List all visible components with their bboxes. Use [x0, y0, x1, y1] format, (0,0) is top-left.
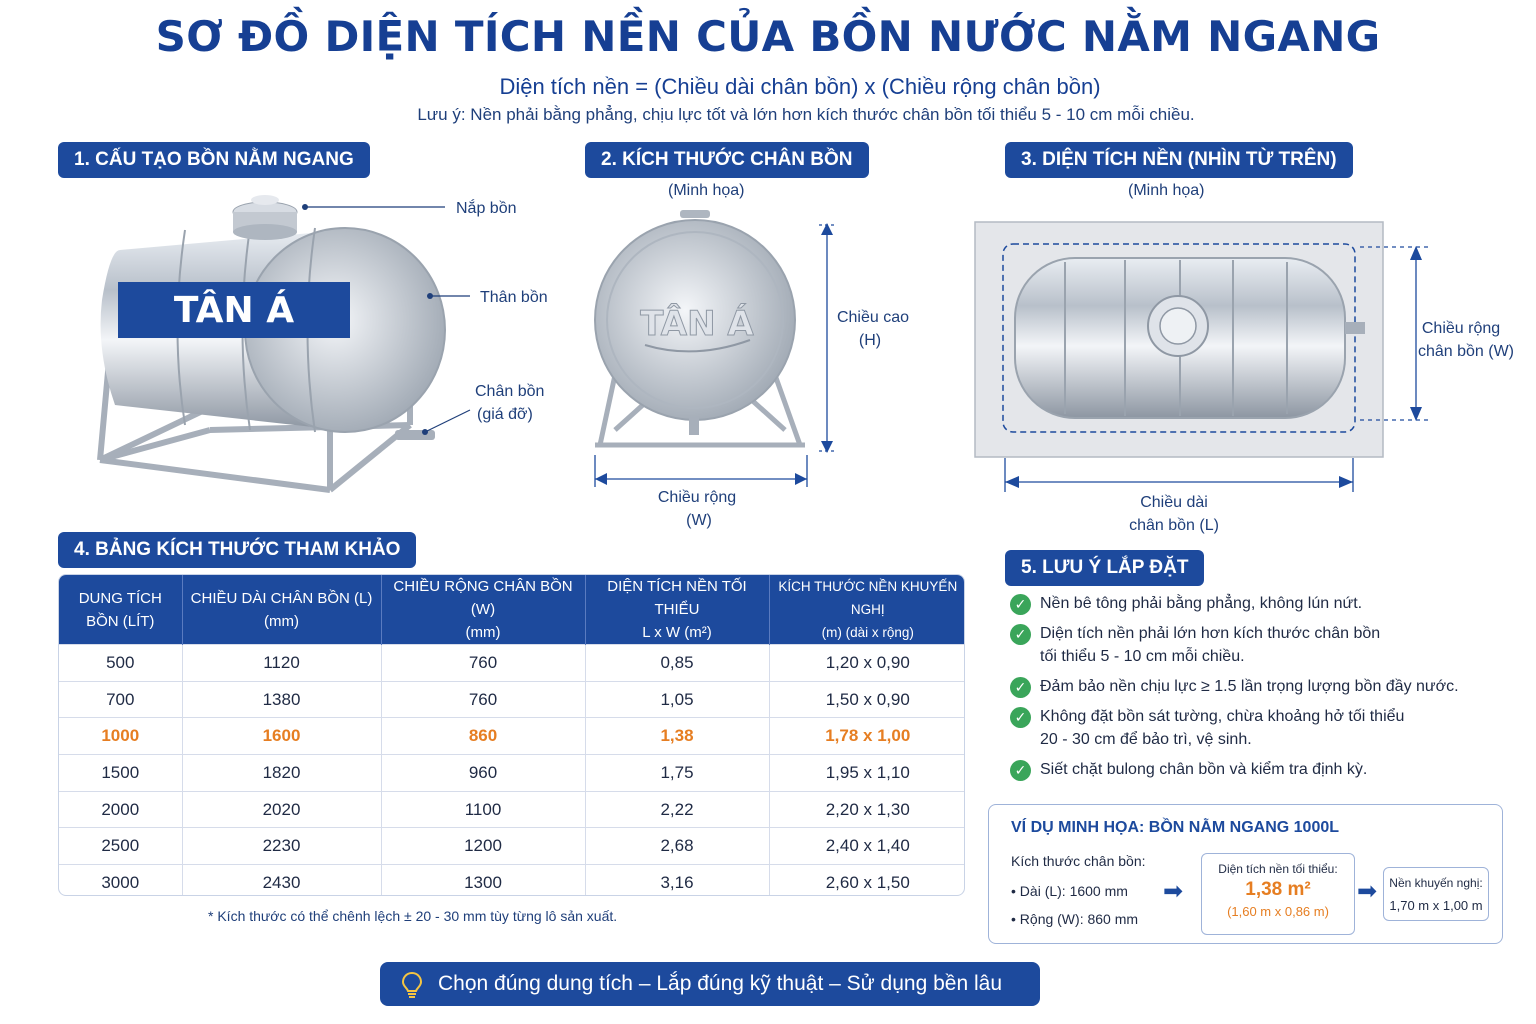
- section-2-title: 2. KÍCH THƯỚC CHÂN BỒN: [585, 142, 869, 178]
- section-5-title: 5. LƯU Ý LẮP ĐẶT: [1005, 550, 1204, 586]
- header-min-area: DIỆN TÍCH NỀN TỐI THIỂU L x W (m²): [585, 575, 769, 645]
- footer-text: Chọn đúng dung tích – Lắp đúng kỹ thuật – Sử dụng bền lâu: [438, 972, 1002, 995]
- stand-label-sub: (giá đỡ): [477, 406, 533, 423]
- example-subtitle: Kích thước chân bồn:: [1011, 853, 1146, 869]
- top-view-foundation-illustration: [975, 222, 1415, 497]
- list-item: ✓ Nền bê tông phải bằng phẳng, không lún nứt.: [1010, 592, 1510, 615]
- table-row: 1500 1820 960 1,75 1,95 x 1,10: [59, 755, 965, 792]
- example-title: VÍ DỤ MINH HỌA: BỒN NẰM NGANG 1000L: [1011, 819, 1340, 836]
- check-icon: ✓: [1010, 624, 1031, 645]
- list-item: ✓ Không đặt bồn sát tường, chừa khoảng hở tối thiểu 20 - 30 cm để bảo trì, vệ sinh.: [1010, 705, 1510, 751]
- size-reference-table: [58, 574, 965, 896]
- footer-banner: [380, 962, 1040, 1006]
- list-item: ✓ Siết chặt bulong chân bồn và kiểm tra định kỳ.: [1010, 758, 1510, 781]
- example-recommendation: Nền khuyến nghị: 1,70 m x 1,00 m: [1383, 867, 1489, 921]
- list-item: ✓ Đảm bảo nền chịu lực ≥ 1.5 lần trọng lượng bồn đầy nước.: [1010, 675, 1510, 698]
- table-footnote: * Kích thước có thể chênh lệch ± 20 - 30 mm tùy từng lô sản xuất.: [208, 908, 618, 924]
- check-icon: ✓: [1010, 707, 1031, 728]
- section-4-title: 4. BẢNG KÍCH THƯỚC THAM KHẢO: [58, 532, 416, 568]
- check-icon: ✓: [1010, 594, 1031, 615]
- check-icon: ✓: [1010, 760, 1031, 781]
- height-label-sub: (H): [858, 332, 882, 349]
- top-width-label-sub: chân bồn (W): [1417, 343, 1515, 360]
- table-row-highlighted: 1000 1600 860 1,38 1,78 x 1,00: [59, 718, 965, 755]
- width-label-sub: (W): [686, 512, 712, 529]
- header-note: Lưu ý: Nền phải bằng phẳng, chịu lực tốt và lớn hơn kích thước chân bồn tối thiểu 5 - 10 cm mỗi chiều.: [417, 105, 1195, 124]
- table-row: 500 1120 760 0,85 1,20 x 0,90: [59, 645, 965, 682]
- table-row: 700 1380 760 1,05 1,50 x 0,90: [59, 681, 965, 718]
- body-label: Thân bồn: [480, 289, 548, 306]
- section-3-caption: (Minh họa): [1128, 182, 1205, 199]
- check-icon: ✓: [1010, 677, 1031, 698]
- example-length: • Dài (L): 1600 mm: [1011, 883, 1128, 899]
- section-1-title: 1. CẤU TẠO BỒN NẰM NGANG: [58, 142, 370, 178]
- install-notes-list: [1010, 592, 1510, 788]
- section-2-caption: (Minh họa): [668, 182, 745, 199]
- page-title: SƠ ĐỒ DIỆN TÍCH NỀN CỦA BỒN NƯỚC NẰM NGANG: [155, 12, 1381, 61]
- header-capacity: DUNG TÍCH BỒN (LÍT): [59, 575, 182, 645]
- header-length: CHIỀU DÀI CHÂN BỒN (L) (mm): [182, 575, 381, 645]
- arrow-right-icon: ➡: [1163, 878, 1184, 905]
- width-label: Chiều rộng: [657, 489, 737, 506]
- arrow-right-icon: ➡: [1357, 878, 1378, 905]
- top-length-label-sub: chân bồn (L): [1129, 517, 1219, 534]
- list-item: ✓ Diện tích nền phải lớn hơn kích thước chân bồn tối thiểu 5 - 10 cm mỗi chiều.: [1010, 622, 1510, 668]
- section-3-title: 3. DIỆN TÍCH NỀN (NHÌN TỪ TRÊN): [1005, 142, 1353, 178]
- stand-label: Chân bồn: [475, 383, 545, 400]
- area-formula: Diện tích nền = (Chiều dài chân bồn) x (Chiều rộng chân bồn): [499, 74, 1101, 99]
- lightbulb-icon: [398, 970, 426, 998]
- example-box: [988, 804, 1503, 944]
- example-result: Diện tích nền tối thiểu: 1,38 m² (1,60 m x 0,86 m): [1201, 853, 1355, 935]
- brand-logo-text: TÂN Á: [173, 290, 295, 331]
- table-row: 3000 2430 1300 3,16 2,60 x 1,50: [59, 865, 965, 896]
- table-row: 2500 2230 1200 2,68 2,40 x 1,40: [59, 828, 965, 865]
- example-width: • Rộng (W): 860 mm: [1011, 911, 1139, 927]
- height-label: Chiều cao: [836, 309, 910, 326]
- header-width: CHIỀU RỘNG CHÂN BỒN (W) (mm): [381, 575, 585, 645]
- top-length-label: Chiều dài: [1140, 494, 1208, 511]
- lid-label: Nắp bồn: [456, 200, 517, 217]
- table-header-row: [59, 575, 965, 645]
- tank-3d-illustration: [90, 190, 460, 500]
- top-width-label: Chiều rộng: [1421, 320, 1501, 337]
- table-row: 2000 2020 1100 2,22 2,20 x 1,30: [59, 791, 965, 828]
- header-recommended: KÍCH THƯỚC NỀN KHUYẾN NGHỊ (m) (dài x rộng): [769, 575, 965, 645]
- brand-emboss-text: TÂN Á: [640, 304, 754, 344]
- tank-front-view-illustration: [585, 205, 825, 505]
